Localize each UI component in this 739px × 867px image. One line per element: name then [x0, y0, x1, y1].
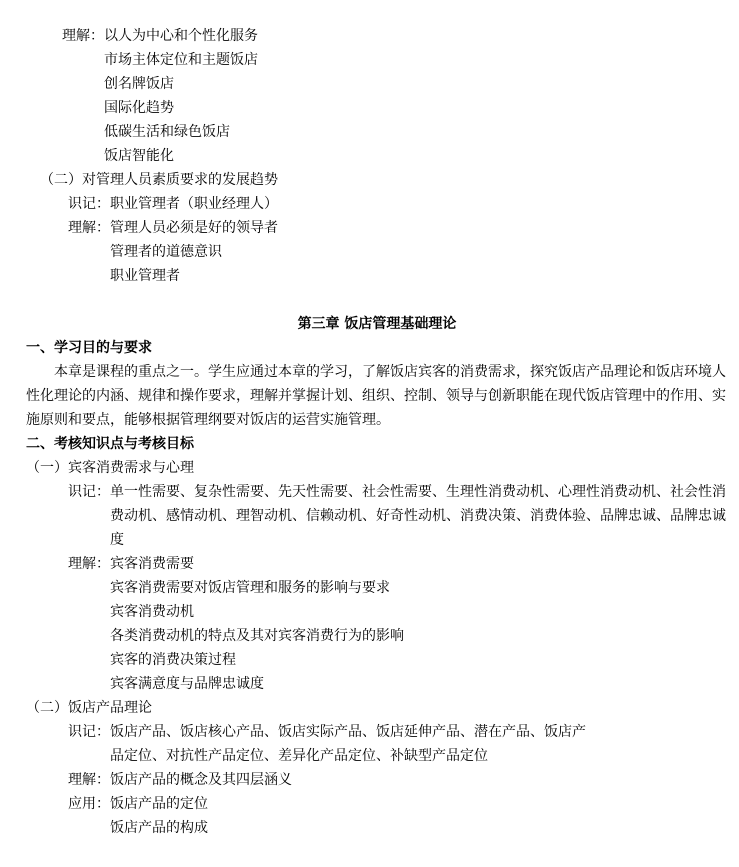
- list-item: 宾客满意度与品牌忠诚度: [110, 676, 264, 692]
- list-item: 市场主体定位和主题饭店: [104, 52, 258, 68]
- understand-line: [0, 24, 739, 48]
- list-item: 宾客消费需要: [110, 556, 194, 572]
- memorize-text: 饭店产品、饭店核心产品、饭店实际产品、饭店延伸产品、潜在产品、饭店产: [110, 724, 586, 740]
- list-item: 饭店产品的定位: [110, 796, 208, 812]
- list-item: 宾客消费动机: [110, 604, 194, 620]
- list-item: 管理人员必须是好的领导者: [110, 220, 278, 236]
- memorize-text: 费动机、感情动机、理智动机、信赖动机、好奇性动机、消费决策、消费体验、品牌忠诚、品牌忠诚: [110, 508, 726, 524]
- list-item: 各类消费动机的特点及其对宾客消费行为的影响: [110, 628, 404, 644]
- list-item: 管理者的道德意识: [110, 244, 222, 260]
- memorize-text: 职业管理者（职业经理人）: [110, 196, 278, 212]
- understand-line: [0, 216, 739, 240]
- list-item: 职业管理者: [110, 268, 180, 284]
- memorize-text: 单一性需要、复杂性需要、先天性需要、社会性需要、生理性消费动机、心理性消费动机、社会性消: [110, 484, 726, 500]
- list-item: 国际化趋势: [104, 100, 174, 116]
- memorize-label: 识记：: [68, 196, 110, 212]
- chapter-title: 第三章 饭店管理基础理论: [297, 316, 457, 332]
- list-item: 以人为中心和个性化服务: [104, 28, 258, 44]
- memorize-text: 品定位、对抗性产品定位、差异化产品定位、补缺型产品定位: [110, 748, 488, 764]
- memorize-line: [0, 480, 739, 504]
- paragraph-line: 施原则和要点，能够根据管理纲要对饭店的运营实施管理。: [26, 412, 390, 428]
- understand-line: [0, 768, 739, 792]
- list-item: 创名牌饭店: [104, 76, 174, 92]
- section-heading: 一、学习目的与要求: [26, 340, 152, 356]
- apply-label: 应用：: [68, 796, 110, 812]
- list-item: 宾客消费需要对饭店管理和服务的影响与要求: [110, 580, 390, 596]
- blank-line: [0, 288, 739, 312]
- understand-label: 理解：: [68, 220, 110, 236]
- memorize-label: 识记：: [68, 724, 110, 740]
- apply-line: [0, 792, 739, 816]
- paragraph-line: 性化理论的内涵、规律和操作要求，理解并掌握计划、组织、控制、领导与创新职能在现代饭店管理中的作用、实: [26, 388, 726, 404]
- understand-label: 理解：: [62, 28, 104, 44]
- understand-line: [0, 552, 739, 576]
- list-item: 低碳生活和绿色饭店: [104, 124, 230, 140]
- paragraph-line: 本章是课程的重点之一。学生应通过本章的学习，了解饭店宾客的消费需求，探究饭店产品理论和饭店环境人: [54, 364, 726, 380]
- list-item: 饭店智能化: [104, 148, 174, 164]
- list-item: 饭店产品的构成: [110, 820, 208, 836]
- understand-label: 理解：: [68, 772, 110, 788]
- memorize-text: 度: [110, 532, 124, 548]
- subsection-heading: （一）宾客消费需求与心理: [26, 460, 194, 476]
- memorize-label: 识记：: [68, 484, 110, 500]
- subsection-heading: （二）饭店产品理论: [26, 700, 152, 716]
- memorize-line: [0, 192, 739, 216]
- memorize-line: [0, 720, 739, 744]
- section-heading: 二、考核知识点与考核目标: [26, 436, 194, 452]
- subsection-heading: （二）对管理人员素质要求的发展趋势: [40, 172, 278, 188]
- understand-label: 理解：: [68, 556, 110, 572]
- list-item: 宾客的消费决策过程: [110, 652, 236, 668]
- list-item: 饭店产品的概念及其四层涵义: [110, 772, 292, 788]
